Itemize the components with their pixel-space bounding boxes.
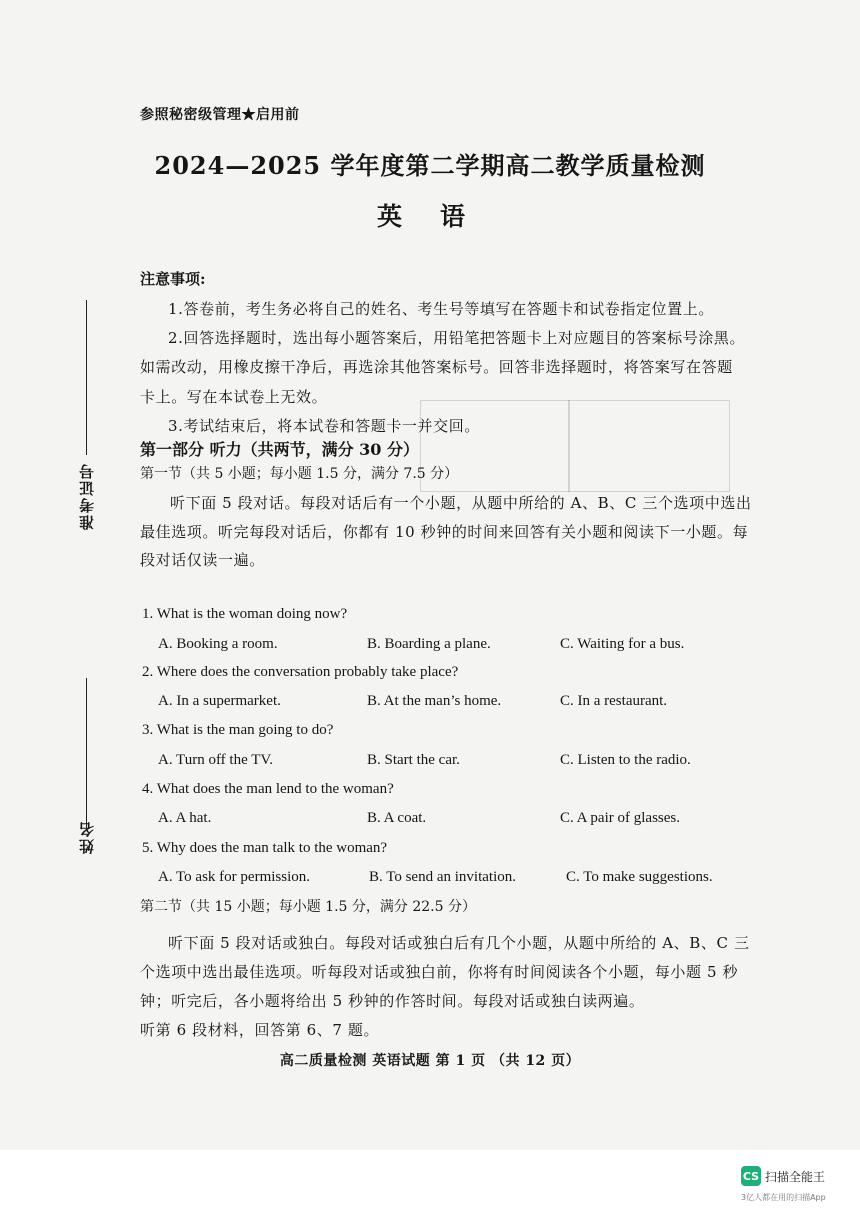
note-item-2-line-1: 2.回答选择题时，选出每小题答案后，用铅笔把答题卡上对应题目的答案标号涂黑。	[168, 329, 746, 347]
option-b: B. To send an invitation.	[369, 869, 516, 885]
option-a: A. In a supermarket.	[158, 693, 281, 709]
exam-number-label: 准考证号	[78, 462, 96, 530]
option-c: C. Waiting for a bus.	[560, 636, 685, 652]
question-stem: 5. Why does the man talk to the woman?	[142, 840, 388, 856]
bleed-through-table	[568, 400, 730, 492]
question-stem: 4. What does the man lend to the woman?	[142, 781, 394, 797]
section1-instruction-line-3: 段对话仅读一遍。	[140, 551, 265, 569]
option-b: B. A coat.	[367, 810, 427, 826]
option-a: A. Booking a room.	[158, 636, 278, 652]
section1-instruction-line-1: 听下面 5 段对话。每段对话后有一个小题，从题中所给的 A、B、C 三个选项中选出	[170, 494, 752, 512]
part1-heading: 第一部分 听力（共两节，满分 30 分）	[140, 440, 419, 459]
section2-heading: 第二节（共 15 小题；每小题 1.5 分，满分 22.5 分）	[140, 899, 476, 915]
page-bottom-margin	[0, 1150, 860, 1217]
note-item-3: 3.考试结束后，将本试卷和答题卡一并交回。	[168, 417, 480, 435]
option-a: A. A hat.	[158, 810, 212, 826]
section1-heading: 第一节（共 5 小题；每小题 1.5 分，满分 7.5 分）	[140, 466, 459, 482]
section2-instruction-line-2: 个选项中选出最佳选项。听每段对话或独白前，你将有时间阅读各个小题，每小题 5 秒	[140, 963, 739, 981]
section1-instruction-line-2: 最佳选项。听完每段对话后，你都有 10 秒钟的时间来回答有关小题和阅读下一小题。每	[140, 523, 749, 541]
note-item-1: 1.答卷前，考生务必将自己的姓名、考生号等填写在答题卡和试卷指定位置上。	[168, 300, 714, 318]
question-stem: 1. What is the woman doing now?	[142, 606, 348, 622]
name-field-underline	[86, 750, 87, 810]
option-a: A. Turn off the TV.	[158, 752, 274, 768]
scanner-watermark	[741, 1166, 825, 1186]
option-b: B. Start the car.	[367, 752, 460, 768]
option-b: B. Boarding a plane.	[367, 636, 491, 652]
confidentiality-label: 参照秘密级管理★启用前	[140, 107, 300, 123]
note-item-2-line-2: 如需改动，用橡皮擦干净后，再选涂其他答案标号。回答非选择题时，将答案写在答题	[140, 358, 733, 376]
camscanner-logo-icon: CS	[741, 1166, 761, 1186]
scanner-tagline: 3亿人都在用的扫描App	[741, 1193, 826, 1202]
option-a: A. To ask for permission.	[158, 869, 310, 885]
subject-title: 英语	[376, 202, 503, 231]
scanner-app-name: 扫描全能王	[765, 1169, 826, 1184]
option-c: C. Listen to the radio.	[560, 752, 691, 768]
option-c: C. To make suggestions.	[566, 869, 713, 885]
page-footer: 高二质量检测 英语试题 第 1 页 （共 12 页）	[279, 1053, 581, 1069]
option-c: C. A pair of glasses.	[560, 810, 680, 826]
question-stem: 2. Where does the conversation probably take place?	[142, 664, 459, 680]
exam-no-underline	[86, 300, 87, 455]
note-item-2-line-3: 卡上。写在本试卷上无效。	[140, 388, 328, 406]
notes-heading: 注意事项:	[140, 270, 206, 288]
name-label: 姓名	[78, 820, 96, 854]
section2-instruction-line-4: 听第 6 段材料，回答第 6、7 题。	[140, 1021, 380, 1039]
section2-instruction-line-3: 钟；听完后，各小题将给出 5 秒钟的作答时间。每段对话或独白读两遍。	[140, 992, 645, 1010]
section2-instruction-line-1: 听下面 5 段对话或独白。每段对话或独白后有几个小题，从题中所给的 A、B、C 三	[168, 934, 750, 952]
exam-title: 2024—2025 学年度第二学期高二教学质量检测	[154, 151, 706, 180]
option-b: B. At the man’s home.	[367, 693, 502, 709]
option-c: C. In a restaurant.	[560, 693, 668, 709]
question-stem: 3. What is the man going to do?	[142, 722, 334, 738]
